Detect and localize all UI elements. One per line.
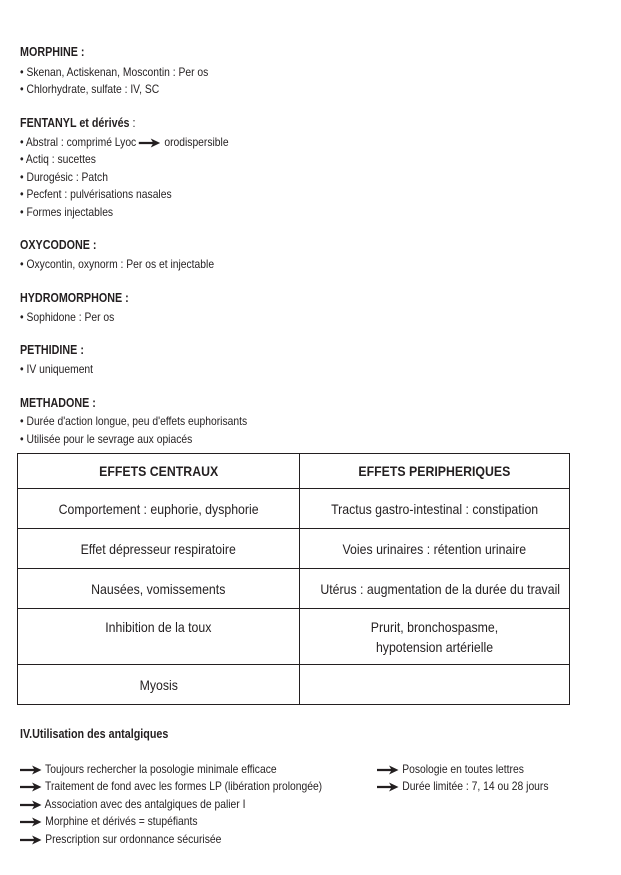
bullet: • [20, 187, 24, 201]
list-item: Traitement de fond avec les formes LP (libération prolongée) [20, 779, 322, 793]
bullet: • [20, 170, 24, 184]
table-cell: Voies urinaires : rétention urinaire [300, 529, 570, 569]
bullet: • [20, 205, 24, 219]
bullet: • [20, 432, 24, 446]
bullet: • [20, 65, 24, 79]
list-item: • Actiq : sucettes [20, 152, 96, 166]
bullet: • [20, 362, 24, 376]
right-arrow-icon [20, 817, 42, 827]
bullet: • [20, 82, 24, 96]
table-cell: Prurit, bronchospasme, hypotension artérielle [300, 609, 570, 665]
section-title: OXYCODONE : [20, 238, 97, 252]
list-item: • Pecfent : pulvérisations nasales [20, 187, 172, 201]
right-arrow-icon [377, 782, 399, 792]
section-title: HYDROMORPHONE : [20, 291, 129, 305]
usage-title: IV.Utilisation des antalgiques [20, 727, 169, 741]
right-arrow-icon [139, 138, 161, 148]
list-item: Association avec des antalgiques de palier I [20, 797, 245, 811]
list-item: • Sophidone : Per os [20, 310, 115, 324]
right-arrow-icon [20, 782, 42, 792]
list-item: Toujours rechercher la posologie minimale efficace [20, 762, 277, 776]
section-title: PETHIDINE : [20, 343, 84, 357]
table-cell: Myosis [18, 665, 300, 705]
table-cell: Utérus : augmentation de la durée du travail [300, 569, 570, 609]
bullet: • [20, 135, 24, 149]
table-cell: Tractus gastro-intestinal : constipation [300, 489, 570, 529]
list-item: • Formes injectables [20, 205, 114, 219]
list-item: • Abstral : comprimé Lyoc orodispersible [20, 135, 229, 149]
table-cell: Inhibition de la toux [18, 609, 300, 665]
bullet: • [20, 152, 24, 166]
list-item: Morphine et dérivés = stupéfiants [20, 814, 198, 828]
right-arrow-icon [20, 765, 42, 775]
section-title: METHADONE : [20, 396, 96, 410]
list-item: • Durogésic : Patch [20, 170, 108, 184]
effects-table [17, 453, 570, 705]
list-item: • Chlorhydrate, sulfate : IV, SC [20, 82, 160, 96]
list-item: • Utilisée pour le sevrage aux opiacés [20, 432, 193, 446]
right-arrow-icon [377, 765, 399, 775]
table-cell: Effet dépresseur respiratoire [18, 529, 300, 569]
section-title: MORPHINE : [20, 45, 85, 59]
right-arrow-icon [20, 835, 42, 845]
table-cell: Comportement : euphorie, dysphorie [18, 489, 300, 529]
table-row [18, 609, 570, 665]
table-header-row [18, 454, 570, 489]
table-cell: Nausées, vomissements [18, 569, 300, 609]
bullet: • [20, 257, 24, 271]
table-row [18, 569, 570, 609]
bullet: • [20, 414, 24, 428]
list-item: • Durée d'action longue, peu d'effets euphorisants [20, 414, 248, 428]
list-item: Posologie en toutes lettres [377, 762, 524, 776]
list-item: • Oxycontin, oxynorm : Per os et injectable [20, 257, 215, 271]
bullet: • [20, 310, 24, 324]
list-item: • IV uniquement [20, 362, 94, 376]
table-row [18, 529, 570, 569]
column-header: EFFETS CENTRAUX [18, 454, 300, 489]
table-row [18, 665, 570, 705]
column-header: EFFETS PERIPHERIQUES [300, 454, 570, 489]
section-title: FENTANYL et dérivés : [20, 116, 136, 130]
list-item: Prescription sur ordonnance sécurisée [20, 832, 221, 846]
list-item: Durée limitée : 7, 14 ou 28 jours [377, 779, 549, 793]
right-arrow-icon [20, 800, 42, 810]
list-item: • Skenan, Actiskenan, Moscontin : Per os [20, 65, 209, 79]
table-row [18, 489, 570, 529]
table-cell [300, 665, 570, 705]
